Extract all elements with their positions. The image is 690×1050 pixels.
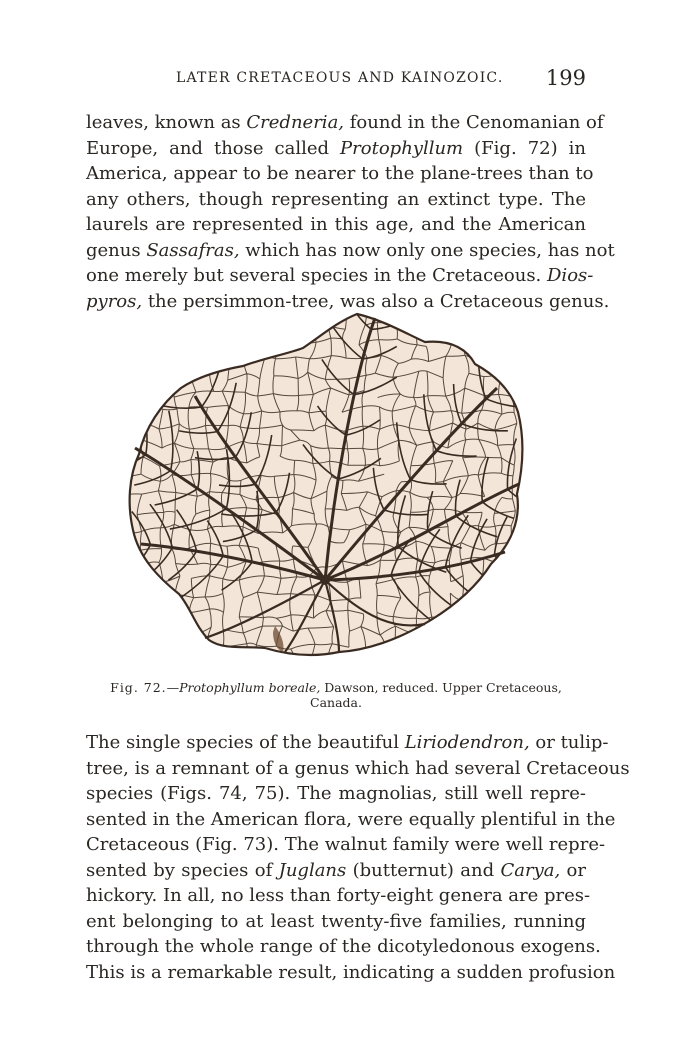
text-line: hickory. In all, no less than forty-eight genera are pres- — [86, 885, 591, 906]
text-line: ent belonging to at least twenty-five families, running — [86, 910, 586, 932]
caption-line — [96, 680, 576, 695]
italic-term: Liriodendron, — [404, 732, 530, 753]
italic-term: Dios- — [547, 265, 594, 286]
caption-text: Dawson, reduced. Upper Cretaceous, — [320, 680, 562, 695]
text-line — [86, 238, 615, 264]
text-line: tree, is a remnant of a genus which had several Cretaceous — [86, 757, 630, 779]
secondary-vein — [125, 545, 151, 587]
figure-leaf-illustration — [125, 308, 525, 668]
text-run: or tulip- — [529, 732, 609, 753]
text-line: America, appear to be nearer to the plane-trees than to — [86, 163, 594, 184]
text-run: (Fig. 72) in — [463, 137, 586, 159]
text-run: which has now only one species, has not — [239, 239, 615, 261]
leaf-fossil-image — [125, 308, 525, 668]
text-line: through the whole range of the dicotyledonous exogens. — [86, 936, 601, 957]
italic-term: Credneria, — [246, 112, 345, 133]
caption-species: Protophyllum boreale, — [179, 680, 321, 695]
text-run: leaves, known as — [86, 112, 247, 133]
text-run: found in the Cenomanian of — [344, 112, 604, 133]
text-line — [86, 730, 609, 756]
text-line: any others, though representing an extinct type. The — [86, 188, 586, 210]
text-line: species (Figs. 74, 75). The magnolias, still well repre- — [86, 783, 586, 804]
caption-label: Fig. 72. — [110, 680, 167, 695]
italic-term: pyros, — [86, 290, 143, 312]
paragraph-top — [86, 110, 615, 314]
text-line — [86, 136, 586, 162]
text-run: sented by species of — [86, 859, 279, 881]
text-line — [86, 858, 586, 884]
italic-term: Juglans — [278, 859, 347, 881]
caption-line: Canada. — [310, 695, 362, 710]
text-run: The single species of the beautiful — [86, 732, 405, 753]
paragraph-bottom — [86, 730, 630, 985]
text-run: genus — [86, 239, 147, 261]
caption-dash: — — [166, 680, 180, 695]
text-line — [86, 110, 604, 136]
text-line — [86, 263, 594, 289]
text-run: one merely but several species in the Cretaceous. — [86, 265, 547, 286]
text-line: sented in the American flora, were equally plentiful in the — [86, 808, 616, 830]
page-number: 199 — [545, 66, 586, 90]
text-line: This is a remarkable result, indicating a sudden profusion — [86, 961, 616, 983]
text-run: the persimmon-tree, was also a Cretaceous genus. — [142, 290, 610, 312]
figure-caption — [96, 680, 576, 710]
italic-term: Protophyllum — [340, 137, 464, 159]
text-run: Europe, and those called — [86, 137, 341, 159]
running-title: LATER CRETACEOUS AND KAINOZOIC. — [176, 70, 504, 86]
text-line: Cretaceous (Fig. 73). The walnut family were well repre- — [86, 834, 606, 855]
running-header — [86, 62, 586, 92]
italic-term: Carya, — [500, 859, 561, 881]
text-line: laurels are represented in this age, and the American — [86, 214, 586, 235]
secondary-vein — [494, 555, 525, 581]
italic-term: Sassafras, — [146, 239, 240, 261]
text-run: or — [560, 859, 586, 881]
text-run: (butternut) and — [346, 859, 501, 881]
leaf-base-node — [320, 575, 330, 585]
